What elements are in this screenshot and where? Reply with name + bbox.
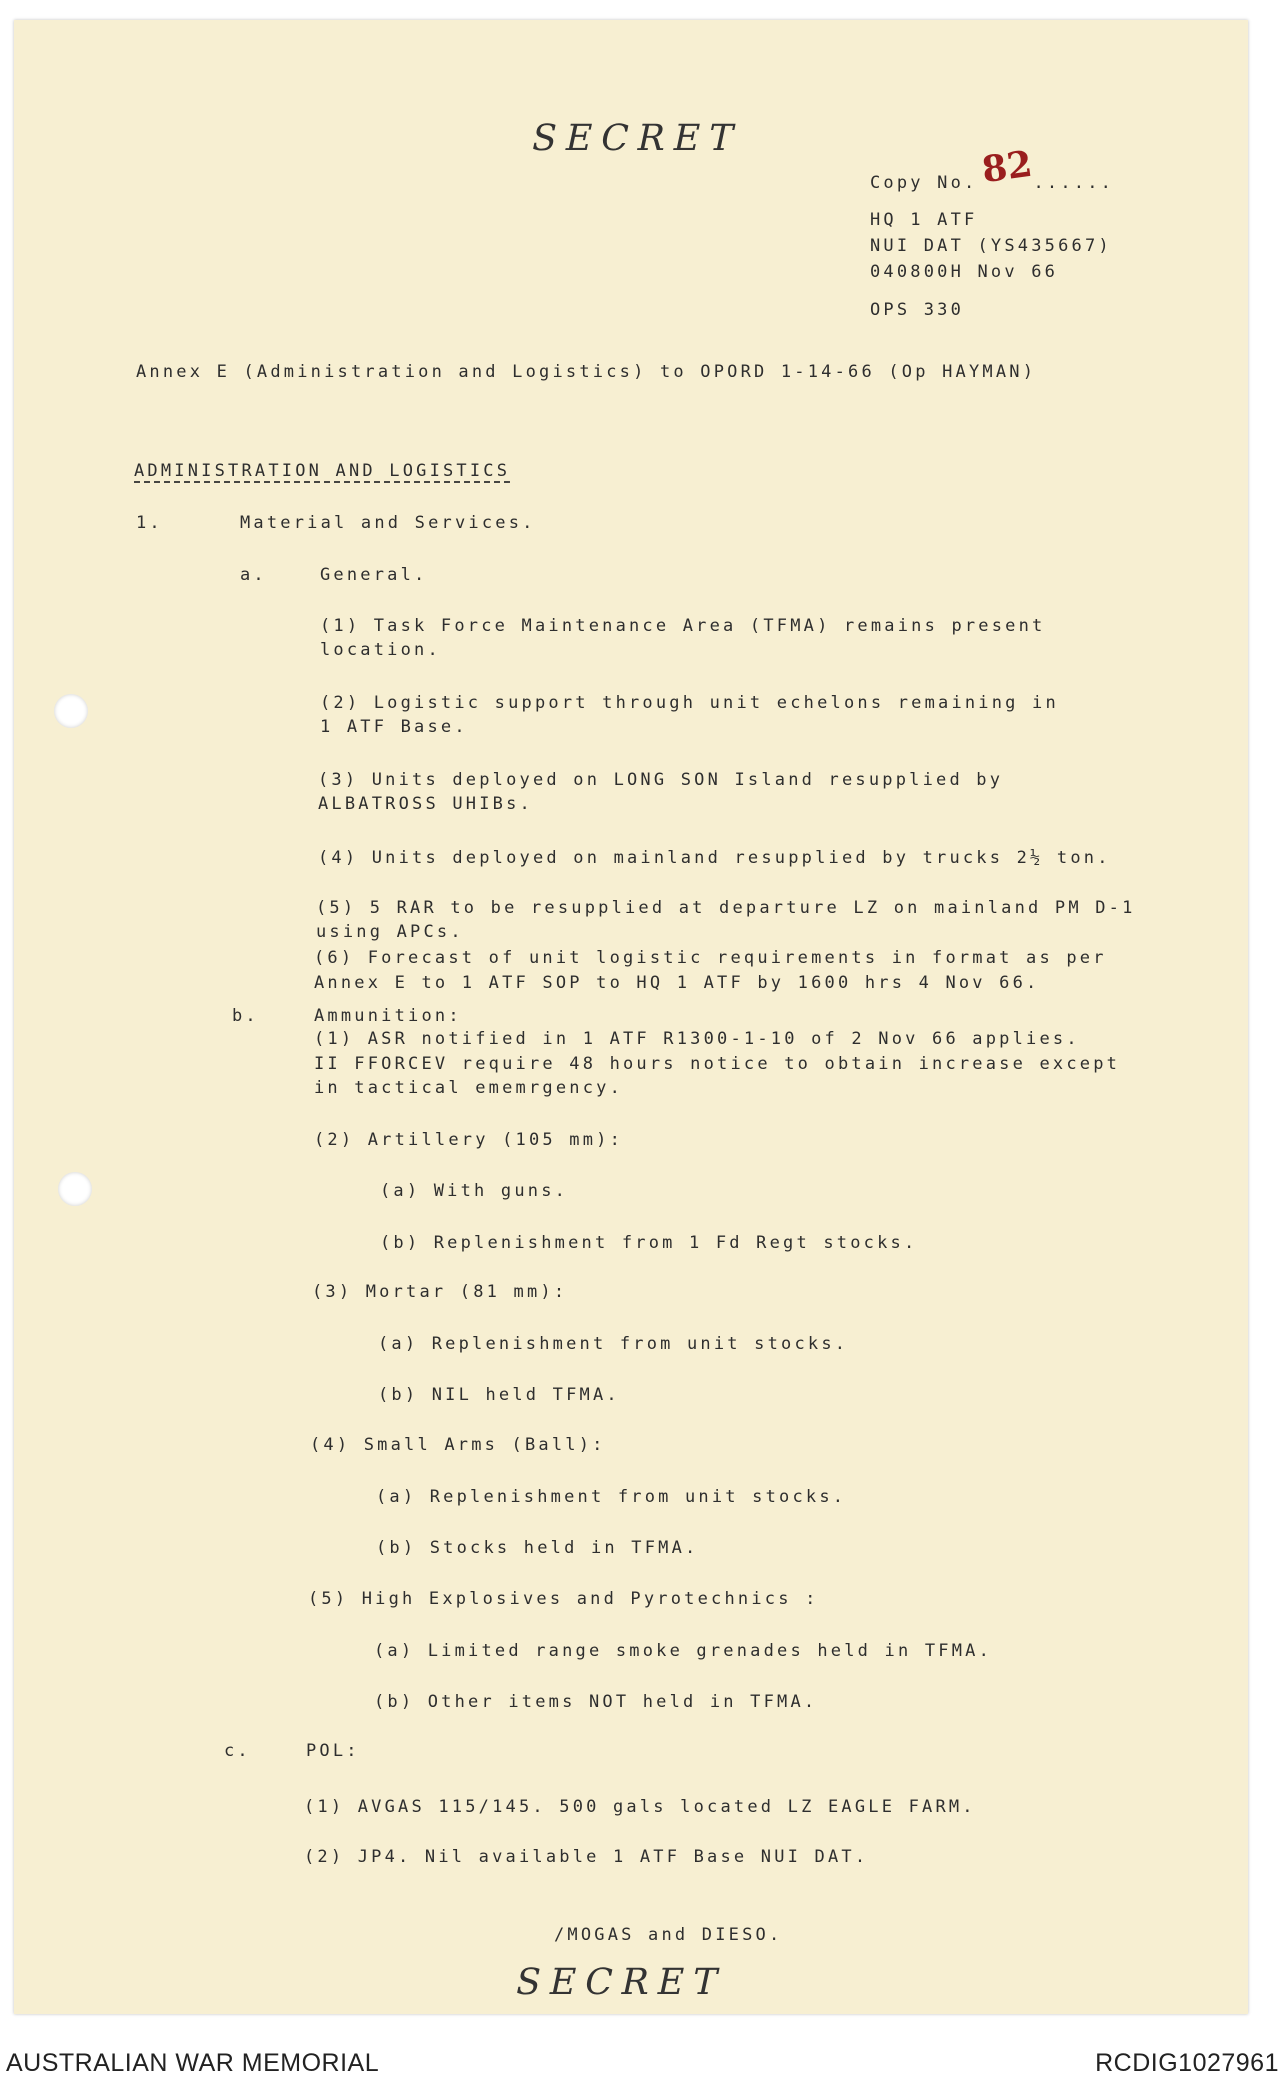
footer-id: RCDIG1027961 [1095, 2049, 1279, 2077]
artillery-a: (a) With guns. [380, 1181, 569, 1201]
classification-bottom: SECRET [511, 1962, 731, 2003]
sub-a-title: General. [320, 565, 428, 585]
item-a1-line2: location. [320, 640, 441, 660]
classification-top: SECRET [527, 118, 747, 159]
mortar-heading: (3) Mortar (81 mm): [312, 1282, 568, 1302]
annex-title: Annex E (Administration and Logistics) to OPORD 1-14-66 (Op HAYMAN) [136, 362, 1037, 382]
explosives-a: (a) Limited range smoke grenades held in TFMA. [374, 1641, 993, 1661]
item-a2-line2: 1 ATF Base. [320, 717, 468, 737]
item-a6-line2: Annex E to 1 ATF SOP to HQ 1 ATF by 1600 hrs 4 Nov 66. [314, 973, 1040, 993]
sub-b-title: Ammunition: [314, 1006, 462, 1026]
item-a5-line1: (5) 5 RAR to be resupplied at departure LZ on mainland PM D-1 [316, 898, 1136, 918]
item-b1-line3: in tactical ememrgency. [314, 1078, 624, 1098]
sub-b-letter: b. [232, 1006, 259, 1026]
copy-number: 82 [979, 142, 1035, 192]
item-a6-line1: (6) Forecast of unit logistic requirements in format as per [314, 948, 1107, 968]
item-a3-line2: ALBATROSS UHIBs. [318, 794, 533, 814]
item-b1-line1: (1) ASR notified in 1 ATF R1300-1-10 of 2 Nov 66 applies. [314, 1029, 1080, 1049]
location-line: NUI DAT (YS435667) [870, 236, 1112, 256]
explosives-b: (b) Other items NOT held in TFMA. [374, 1692, 818, 1712]
pol-item-2: (2) JP4. Nil available 1 ATF Base NUI DAT. [304, 1847, 869, 1867]
para-1-title: Material and Services. [240, 513, 536, 533]
ops-reference: OPS 330 [870, 300, 965, 320]
punch-hole-lower [58, 1172, 92, 1206]
continuation-note: /MOGAS and DIESO. [554, 1925, 783, 1945]
mortar-a: (a) Replenishment from unit stocks. [378, 1334, 849, 1354]
item-a4-line1: (4) Units deployed on mainland resupplied by trucks 2½ ton. [318, 848, 1111, 868]
small-arms-heading: (4) Small Arms (Ball): [310, 1435, 606, 1455]
explosives-heading: (5) High Explosives and Pyrotechnics : [308, 1589, 819, 1609]
punch-hole-upper [54, 694, 88, 728]
artillery-b: (b) Replenishment from 1 Fd Regt stocks. [380, 1233, 918, 1253]
sub-c-title: POL: [306, 1741, 360, 1761]
para-1-number: 1. [136, 513, 163, 533]
document-page [14, 20, 1248, 2014]
item-b1-line2: II FFORCEV require 48 hours notice to obtain increase except [314, 1054, 1121, 1074]
item-a1-line1: (1) Task Force Maintenance Area (TFMA) remains present [320, 616, 1046, 636]
dtg-line: 040800H Nov 66 [870, 262, 1059, 282]
artillery-heading: (2) Artillery (105 mm): [314, 1130, 624, 1150]
mortar-b: (b) NIL held TFMA. [378, 1385, 620, 1405]
small-arms-a: (a) Replenishment from unit stocks. [376, 1487, 847, 1507]
sub-a-letter: a. [240, 565, 267, 585]
footer-source: AUSTRALIAN WAR MEMORIAL [6, 2049, 380, 2077]
small-arms-b: (b) Stocks held in TFMA. [376, 1538, 699, 1558]
section-heading: ADMINISTRATION AND LOGISTICS [134, 461, 511, 481]
item-a5-line2: using APCs. [316, 922, 464, 942]
pol-item-1: (1) AVGAS 115/145. 500 gals located LZ EAGLE FARM. [304, 1797, 976, 1817]
copy-label: Copy No. ...... [870, 173, 1115, 193]
sub-c-letter: c. [224, 1741, 251, 1761]
item-a3-line1: (3) Units deployed on LONG SON Island resupplied by [318, 770, 1004, 790]
hq-line: HQ 1 ATF [870, 210, 978, 230]
item-a2-line1: (2) Logistic support through unit echelons remaining in [320, 693, 1059, 713]
